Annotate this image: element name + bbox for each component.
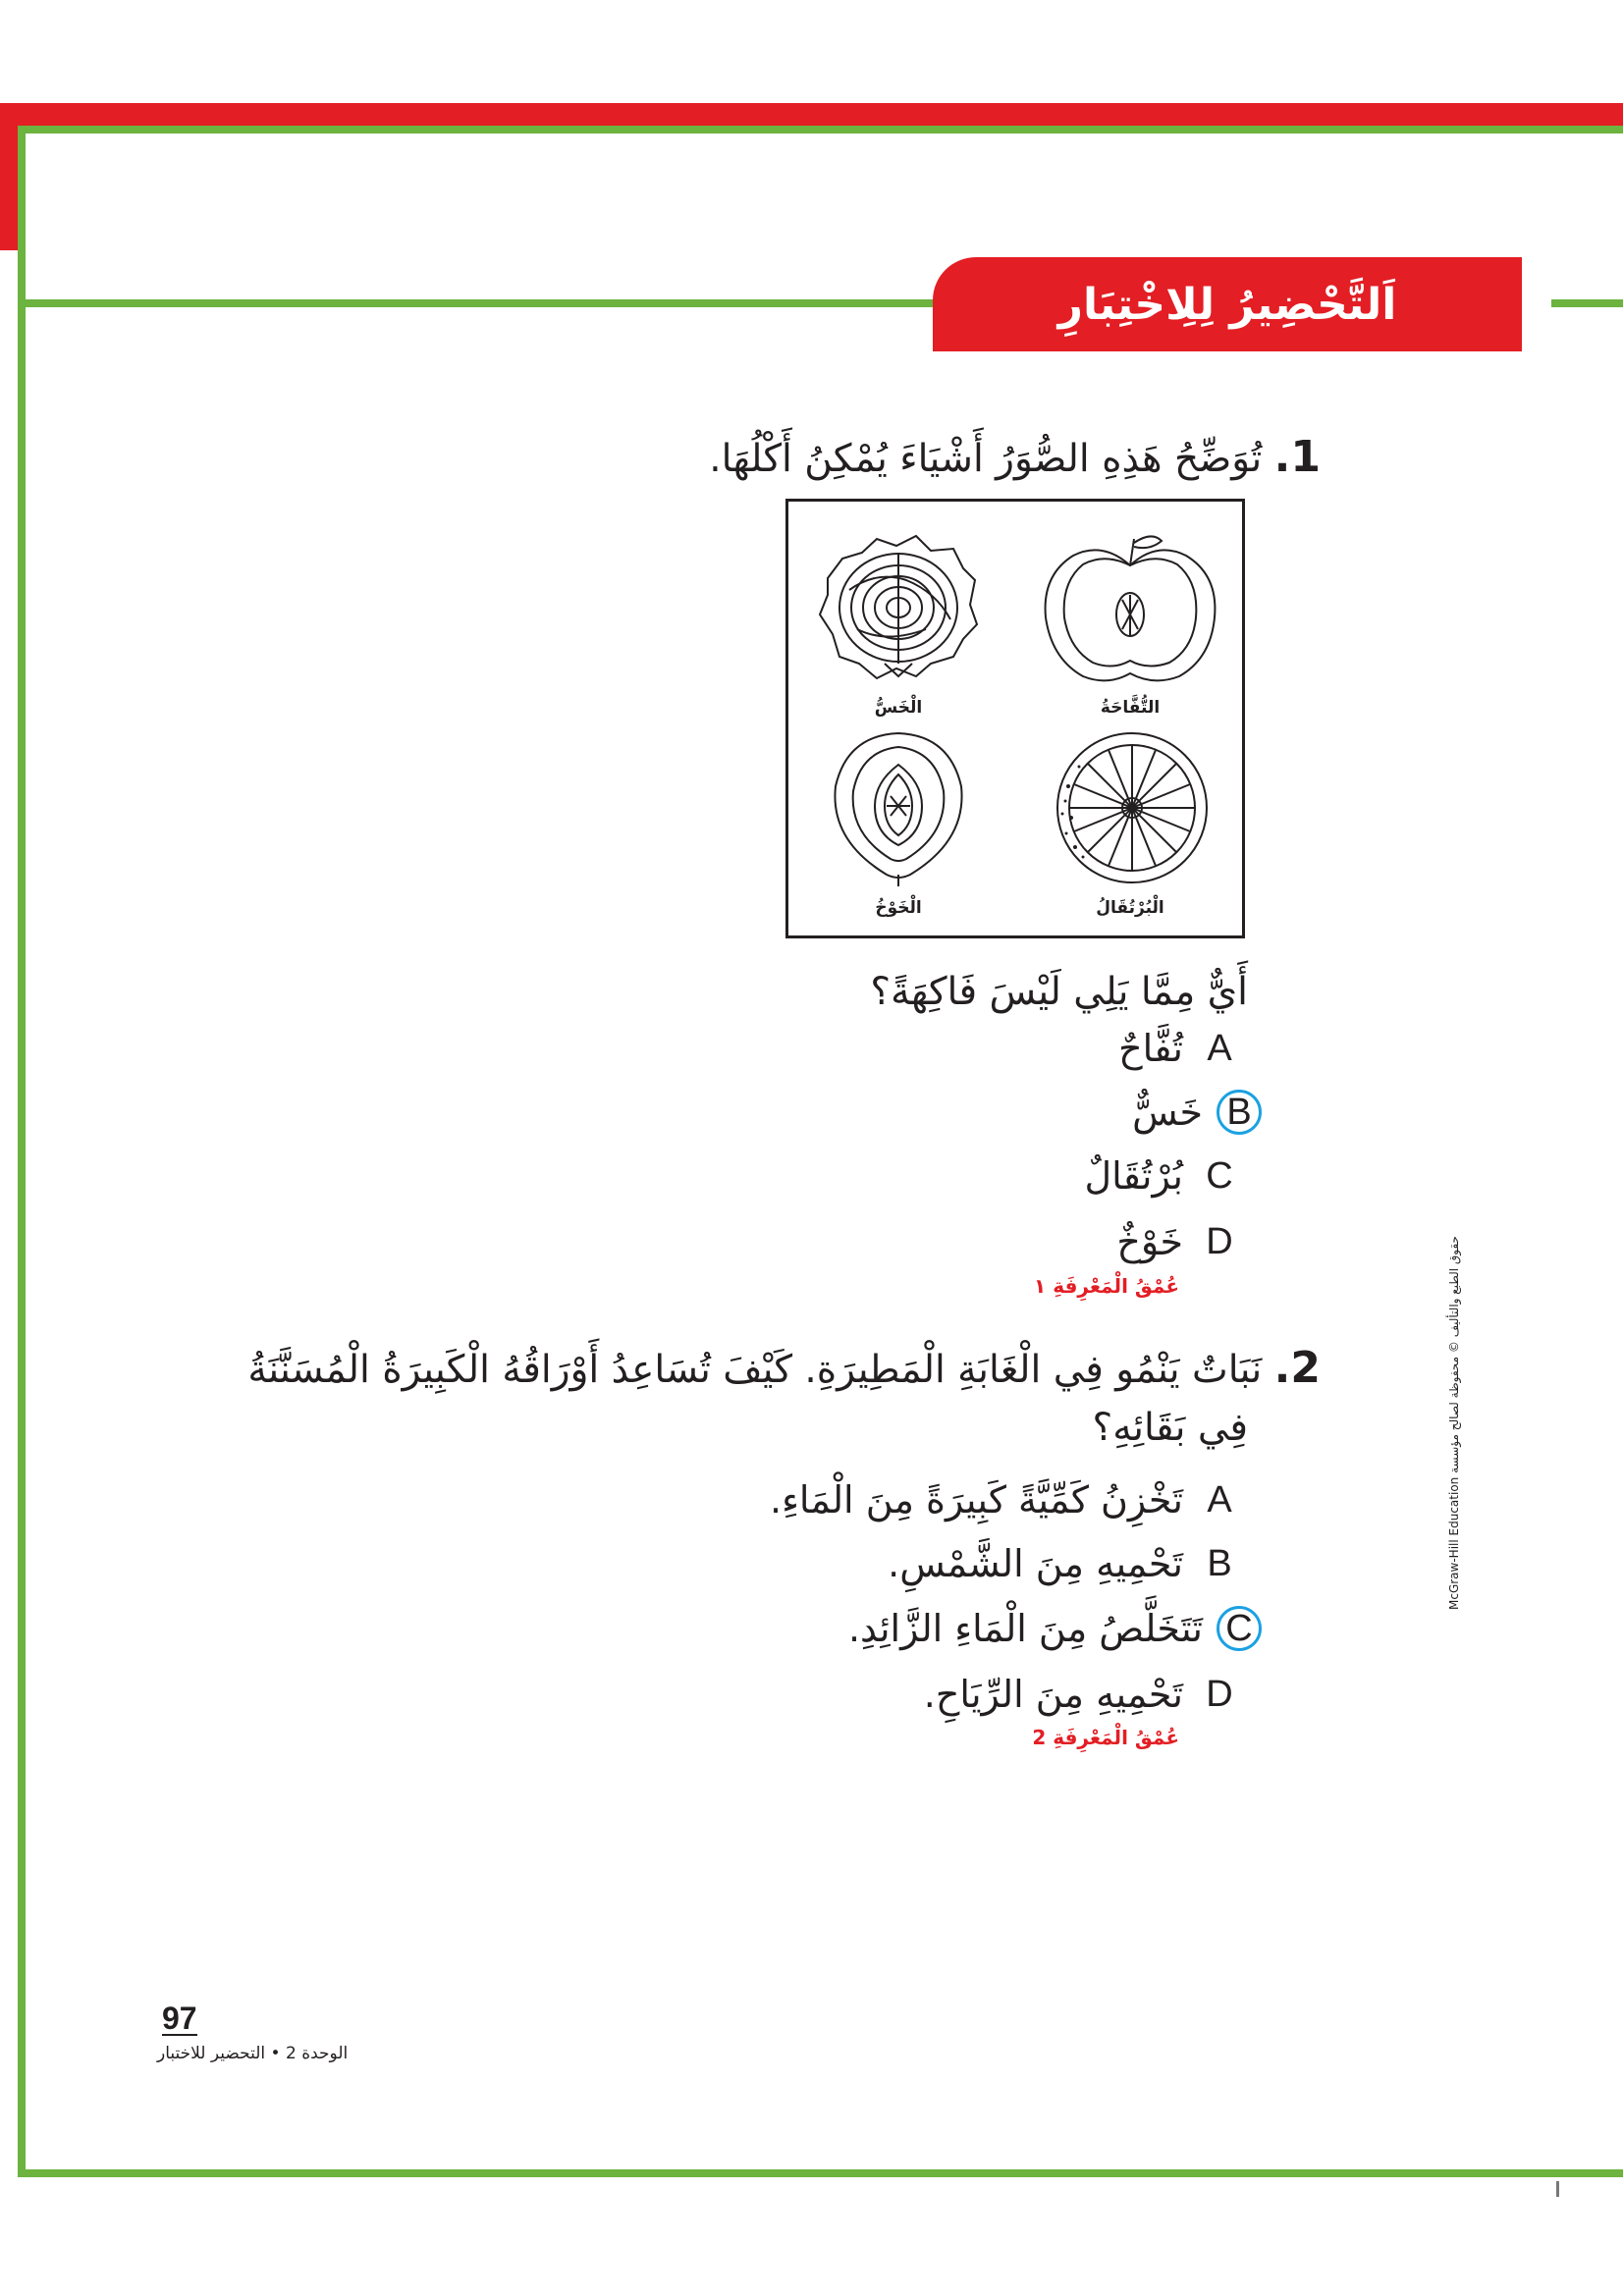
question-1-prompt-line: [709, 432, 1321, 484]
q2-option-c-selected-circle: C: [1217, 1606, 1262, 1651]
q2-option-b[interactable]: [888, 1541, 1242, 1586]
orange-illustration: [1057, 733, 1207, 882]
food-illustrations: [788, 502, 1242, 935]
question-1-stem-text: أَيٌّ مِمَّا يَلِي لَيْسَ فَاكِهَةً؟: [870, 970, 1248, 1014]
question-1-number: 1.: [1273, 432, 1321, 482]
question-2-prompt-line1: [247, 1343, 1321, 1395]
q1-option-a[interactable]: [1118, 1026, 1242, 1071]
page-number: 97: [162, 2001, 197, 2036]
q1-option-c[interactable]: [1084, 1153, 1242, 1199]
food-pictures-figure: [785, 499, 1245, 938]
q1-option-a-text: تُفَّاحٌ: [1118, 1027, 1183, 1070]
q1-option-c-text: بُرْتُقَالٌ: [1084, 1154, 1183, 1198]
bottom-tick-mark: [1556, 2181, 1559, 2197]
apple-label: التُّفَّاحَةُ: [1100, 698, 1161, 718]
question-2-prompt-1: نَبَاتٌ يَنْمُو فِي الْغَابَةِ الْمَطِيرَةِ. كَيْفَ تُسَاعِدُ أَوْرَاقُهُ الْكَبِيرَةُ الْمُسَنَّنَةُ: [247, 1348, 1263, 1392]
q1-option-b-text: خَسٌّ: [1132, 1091, 1203, 1134]
q2-option-d-text: تَحْمِيهِ مِنَ الرِّيَاحِ.: [923, 1673, 1183, 1716]
q1-option-d-letter: D: [1206, 1220, 1233, 1262]
peach-illustration: [835, 733, 961, 886]
question-2-prompt-line2: [1093, 1406, 1248, 1452]
q1-option-b-selected-circle: B: [1217, 1090, 1262, 1135]
section-title: اَلتَّحْضِيرُ لِلِاخْتِبَارِ: [1057, 279, 1397, 330]
q2-option-b-letter: B: [1207, 1542, 1232, 1584]
q1-option-b[interactable]: [1132, 1090, 1262, 1135]
q1-option-a-letter: A: [1207, 1027, 1232, 1069]
red-top-border: [0, 103, 1623, 127]
question-2-number: 2.: [1273, 1343, 1321, 1393]
q2-option-a[interactable]: [770, 1477, 1242, 1522]
q1-option-d[interactable]: [1116, 1219, 1242, 1264]
q1-depth-of-knowledge-note: عُمْقُ الْمَعْرِفَةِ ١: [1034, 1274, 1179, 1298]
green-header-rule-right: [1551, 299, 1623, 307]
copyright-side-credit: حقوق الطبع والتأليف © محفوظة لصالح مؤسسة McGraw-Hill Education: [1447, 1236, 1461, 1610]
peach-label: الْخَوْخُ: [875, 898, 922, 918]
lettuce-illustration: [820, 536, 977, 678]
footer-unit-label: الوحدة 2 • التحضير للاختبار: [157, 2044, 349, 2063]
q2-option-a-text: تَخْزِنُ كَمِّيَّةً كَبِيرَةً مِنَ الْمَاءِ.: [769, 1478, 1183, 1522]
q2-option-d[interactable]: [924, 1672, 1242, 1717]
question-2-prompt-2: فِي بَقَائِهِ؟: [1092, 1406, 1248, 1450]
section-title-tab: [933, 257, 1522, 351]
q1-option-d-text: خَوْخٌ: [1116, 1220, 1183, 1263]
lettuce-label: الْخَسُّ: [874, 698, 923, 718]
q2-option-a-letter: A: [1207, 1478, 1232, 1521]
question-1-stem: [870, 970, 1248, 1016]
orange-label: الْبُرْتُقَالُ: [1096, 898, 1164, 918]
q2-option-d-letter: D: [1206, 1673, 1233, 1715]
q2-option-b-text: تَحْمِيهِ مِنَ الشَّمْسِ.: [888, 1542, 1183, 1585]
q2-depth-of-knowledge-note: عُمْقُ الْمَعْرِفَةِ 2: [1032, 1726, 1179, 1749]
q2-option-c-text: تَتَخَلَّصُ مِنَ الْمَاءِ الزَّائِدِ.: [847, 1607, 1203, 1650]
q1-option-c-letter: C: [1206, 1154, 1233, 1197]
apple-illustration: [1046, 536, 1216, 680]
q2-option-c[interactable]: [848, 1606, 1262, 1651]
question-1-prompt: تُوَضِّحُ هَذِهِ الصُّوَرُ أَشْيَاءَ يُمْكِنُ أَكْلُهَا.: [709, 437, 1263, 481]
green-header-rule-left: [26, 299, 950, 307]
